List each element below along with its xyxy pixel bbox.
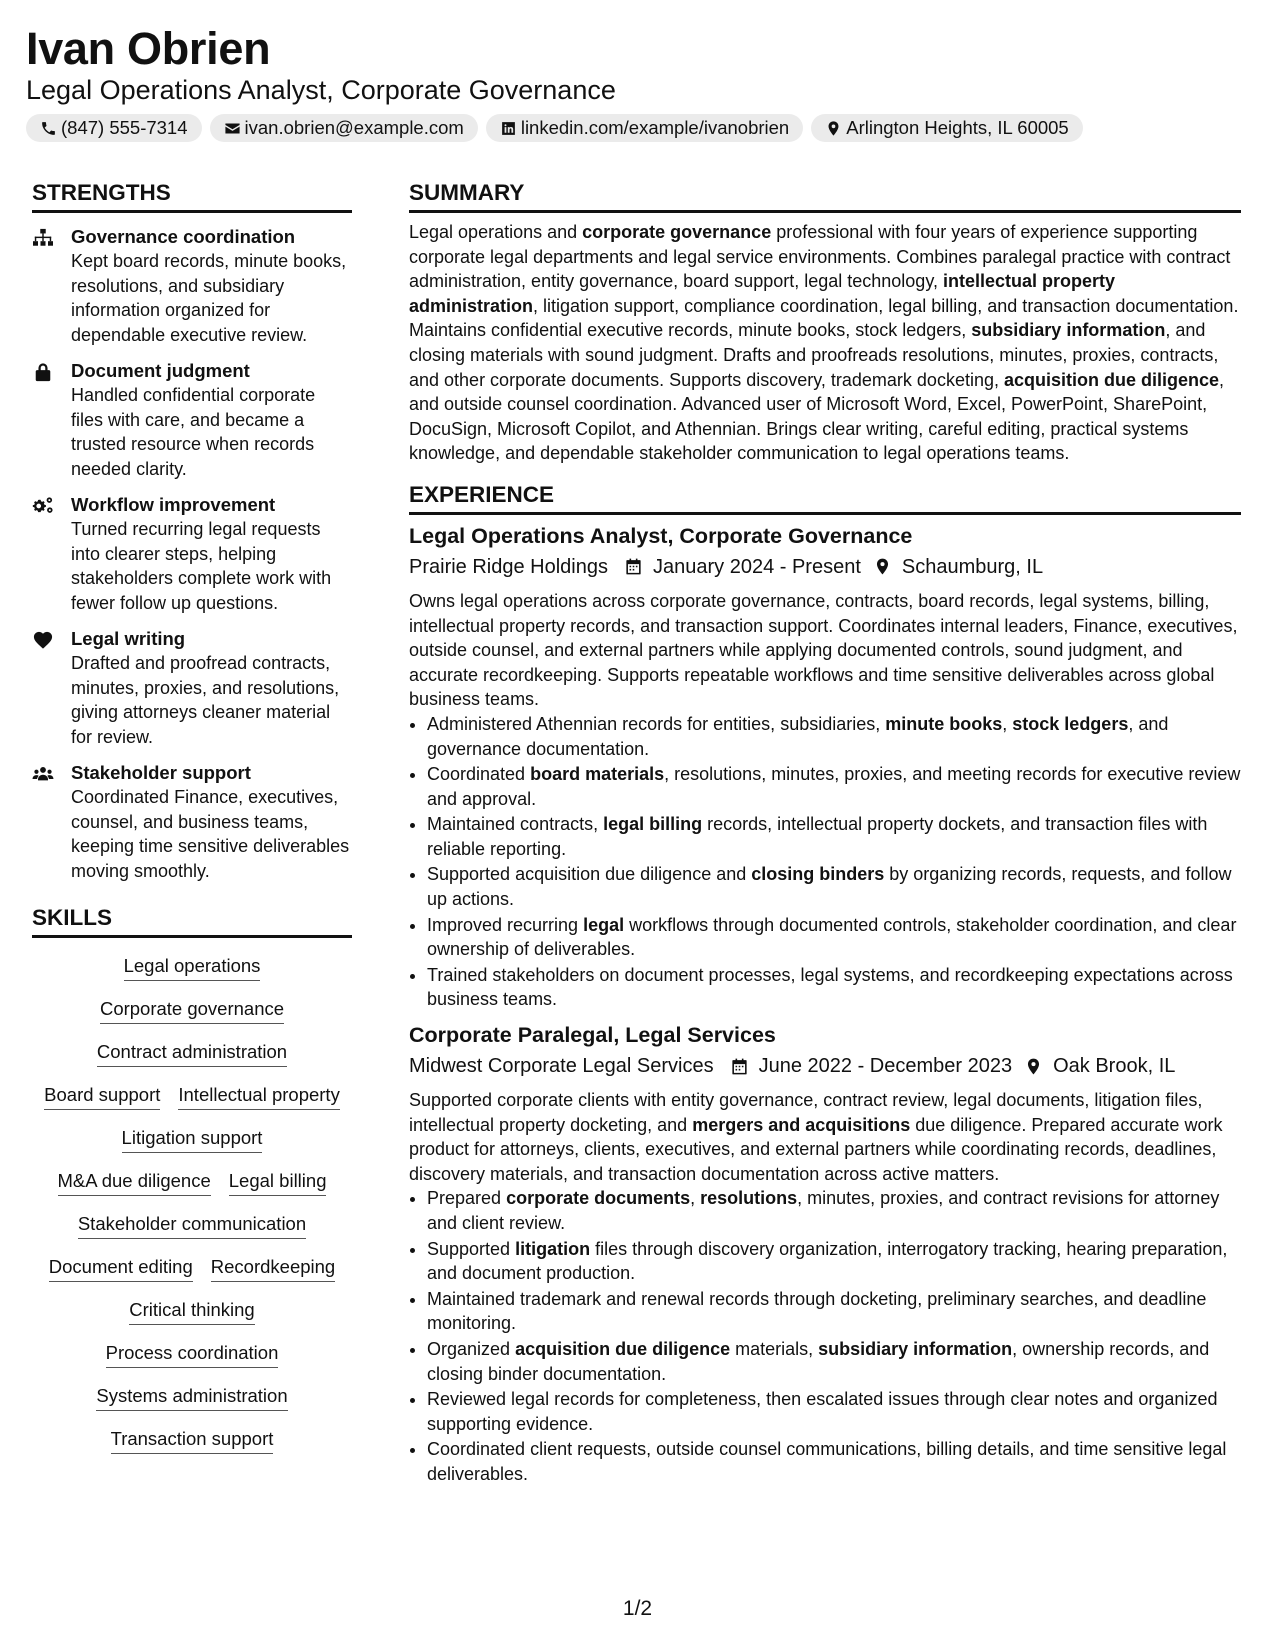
text-run: , litigation support, compliance coordination, legal billing, and transaction documentation. Maintains confidential executive records, minute books, stock ledgers, xyxy=(409,295,1239,341)
bold-text: intellectual property administration xyxy=(409,271,1116,316)
bold-text: mergers and acquisitions xyxy=(692,1114,911,1135)
job-bullet xyxy=(427,913,1241,962)
skill-tag: Stakeholder communication xyxy=(78,1211,306,1239)
skill-tag: Critical thinking xyxy=(129,1297,254,1325)
bold-text: legal billing xyxy=(603,814,703,835)
page-number: 1/2 xyxy=(622,1597,653,1620)
skill-tag: Legal billing xyxy=(229,1168,327,1196)
skill-tag: Systems administration xyxy=(96,1383,287,1411)
text-run: , xyxy=(690,1188,701,1209)
bold-text: litigation xyxy=(515,1238,591,1259)
skill-row xyxy=(32,1039,352,1067)
strength-item xyxy=(32,627,352,749)
strength-title: Document judgment xyxy=(71,360,250,381)
heart-icon xyxy=(32,630,54,650)
strength-desc: Kept board records, minute books, resolutions, and subsidiary information organized for dependable executive review. xyxy=(71,251,347,345)
bold-text: stock ledgers xyxy=(1012,713,1129,734)
skill-row xyxy=(32,1297,352,1325)
strength-title: Legal writing xyxy=(71,628,186,649)
contact-linkedin-text: linkedin.com/example/ivanobrien xyxy=(520,117,790,138)
job-bullet xyxy=(427,762,1241,811)
skill-row xyxy=(32,1254,352,1282)
text-run: materials, xyxy=(730,1338,819,1359)
skill-row xyxy=(32,1383,352,1411)
text-run: , and governance documentation. xyxy=(427,713,1169,759)
right-column xyxy=(409,178,1241,1488)
bold-text: acquisition due diligence xyxy=(1003,369,1220,390)
text-run: Supported xyxy=(427,1238,516,1259)
text-run: , ownership records, and closing binder documentation. xyxy=(427,1338,1210,1384)
strength-desc: Turned recurring legal requests into clearer steps, helping stakeholders complete work with fewer follow up questions. xyxy=(71,519,332,613)
gears-icon xyxy=(32,496,54,516)
job-bullet xyxy=(427,812,1241,861)
job-bullet xyxy=(427,1186,1241,1235)
skill-row xyxy=(32,1211,352,1239)
skill-row xyxy=(32,953,352,981)
text-run: Prepared xyxy=(427,1188,507,1209)
summary-heading: SUMMARY xyxy=(409,178,1241,213)
strength-desc: Coordinated Finance, executives, counsel, and business teams, keeping time sensitive deliverables moving smoothly. xyxy=(71,787,350,881)
text-run: Reviewed legal records for completeness, then escalated issues through clear notes and organized supporting evidence. xyxy=(427,1389,1218,1434)
strength-desc: Handled confidential corporate files with care, and became a trusted resource when records needed clarity. xyxy=(71,385,316,479)
job-location: Oak Brook, IL xyxy=(1053,1055,1176,1078)
org-chart-icon xyxy=(32,228,54,248)
text-run: Trained stakeholders on document processes, legal systems, and recordkeeping expectations across business teams. xyxy=(427,964,1233,1010)
bold-text: subsidiary information xyxy=(818,1338,1013,1359)
skill-row xyxy=(32,1426,352,1454)
text-run: Organized xyxy=(427,1338,516,1359)
job-bullet xyxy=(427,862,1241,911)
map-pin-icon xyxy=(873,557,892,576)
job-dates: January 2024 - Present xyxy=(652,555,861,578)
skill-tag: Corporate governance xyxy=(100,996,284,1024)
candidate-name: Ivan Obrien xyxy=(26,23,271,74)
strength-item xyxy=(32,225,352,347)
text-run: Administered Athennian records for entities, subsidiaries, xyxy=(427,713,886,734)
text-run: Coordinated xyxy=(427,764,531,785)
strength-item xyxy=(32,493,352,615)
text-run: Supported corporate clients with entity governance, contract review, legal documents, litigation files, intellectual property docketing, and xyxy=(409,1090,1203,1135)
skill-row xyxy=(32,1125,352,1153)
text-run: Maintained trademark and renewal records through docketing, preliminary searches, and deadline monitoring. xyxy=(427,1288,1207,1334)
bold-text: corporate governance xyxy=(582,222,772,242)
job-bullets xyxy=(409,712,1241,1012)
calendar-icon xyxy=(624,557,643,576)
text-run: , and closing materials with sound judgment. Drafts and proofreads resolutions, minutes, proxies, contracts, and other corporate documents. Supports discovery, trademark docketing, xyxy=(409,320,1219,390)
text-run: Maintained contracts, xyxy=(427,814,604,835)
skill-tag: M&A due diligence xyxy=(58,1168,211,1196)
job-company: Midwest Corporate Legal Services xyxy=(409,1055,714,1078)
linkedin-icon xyxy=(500,120,517,137)
strength-item xyxy=(32,761,352,883)
bold-text: corporate documents xyxy=(506,1188,691,1209)
contact-phone-text: (847) 555-7314 xyxy=(61,117,188,138)
text-run: , and outside counsel coordination. Advanced user of Microsoft Word, Excel, PowerPoint, SharePoint, DocuSign, Microsoft Copilot, and Athennian. Brings clear writing, careful editing, practical systems knowledge, and dependable stakeholder communication to legal operations teams. xyxy=(409,369,1225,464)
lock-icon xyxy=(32,362,54,382)
job-dates: June 2022 - December 2023 xyxy=(758,1055,1013,1078)
skill-row xyxy=(32,1340,352,1368)
users-icon xyxy=(32,764,54,784)
skill-tag: Intellectual property xyxy=(178,1082,339,1110)
job-meta xyxy=(409,1050,1241,1082)
text-run: by organizing records, requests, and follow up actions. xyxy=(427,864,1232,910)
text-run: Legal operations and xyxy=(409,222,583,242)
text-run: due diligence. Prepared accurate work product for attorneys, clients, executives, and external partners while coordinating records, deadlines, discovery materials, and transaction documentation across active matters. xyxy=(409,1114,1223,1184)
text-run: , resolutions, minutes, proxies, and meeting records for executive review and approval. xyxy=(427,764,1241,809)
contact-bar xyxy=(26,114,1083,142)
strength-item xyxy=(32,359,352,481)
job-bullet xyxy=(427,1437,1241,1486)
text-run: professional with four years of experience supporting corporate legal departments and legal service environments. Combines paralegal practice with contract administration, entity governance, board support, legal technology, xyxy=(409,222,1231,292)
skill-row xyxy=(32,1082,352,1110)
job-bullet xyxy=(427,1387,1241,1436)
skill-row xyxy=(32,996,352,1024)
text-run: , minutes, proxies, and contract revisions for attorney and client review. xyxy=(427,1188,1220,1233)
contact-phone[interactable] xyxy=(26,114,202,142)
job-entry xyxy=(409,521,1241,1012)
text-run: records, intellectual property dockets, and transaction files with reliable reporting. xyxy=(427,814,1208,859)
experience-heading: EXPERIENCE xyxy=(409,480,1241,515)
skill-tag: Legal operations xyxy=(124,953,261,981)
strength-title: Workflow improvement xyxy=(71,494,276,515)
job-bullet xyxy=(427,1287,1241,1336)
skill-row xyxy=(32,1168,352,1196)
contact-location-text: Arlington Heights, IL 60005 xyxy=(846,117,1069,138)
bold-text: acquisition due diligence xyxy=(515,1338,731,1359)
bold-text: resolutions xyxy=(700,1188,798,1209)
job-description: Owns legal operations across corporate governance, contracts, board records, legal systems, billing, intellectual property records, and transaction support. Coordinates internal leaders, Finance, executives, outside counsel, and external partners while applying documented controls, sound judgment, and accurate recordkeeping. Supports repeatable workflows and time sensitive deliverables across global business teams. xyxy=(409,590,1238,710)
text-run: Coordinated client requests, outside counsel communications, billing details, and time sensitive legal deliverables. xyxy=(427,1439,1227,1484)
text-run: , xyxy=(1002,713,1013,734)
bold-text: legal xyxy=(583,914,625,935)
job-title: Corporate Paralegal, Legal Services xyxy=(409,1023,776,1048)
bold-text: minute books xyxy=(885,713,1003,734)
skill-tag: Board support xyxy=(44,1082,160,1110)
left-column xyxy=(32,178,352,1454)
skills-heading: SKILLS xyxy=(32,903,352,938)
bold-text: board materials xyxy=(530,764,665,785)
skill-tag: Process coordination xyxy=(106,1340,279,1368)
skill-tag: Recordkeeping xyxy=(211,1254,335,1282)
job-company: Prairie Ridge Holdings xyxy=(409,555,608,578)
contact-email-text: ivan.obrien@example.com xyxy=(244,117,464,138)
text-run: Supported acquisition due diligence and xyxy=(427,864,752,885)
strength-title: Stakeholder support xyxy=(71,762,251,783)
job-description xyxy=(409,1088,1241,1186)
contact-linkedin[interactable] xyxy=(486,114,803,142)
job-bullet xyxy=(427,1337,1241,1386)
skill-tag: Transaction support xyxy=(111,1426,274,1454)
candidate-headline: Legal Operations Analyst, Corporate Governance xyxy=(26,75,616,105)
calendar-icon xyxy=(730,1057,749,1076)
envelope-icon xyxy=(224,120,241,137)
text-run: files through discovery organization, interrogatory tracking, hearing preparation, and document production. xyxy=(427,1238,1228,1284)
job-bullet xyxy=(427,1237,1241,1286)
skill-tag: Contract administration xyxy=(97,1039,287,1067)
job-bullet xyxy=(427,712,1241,761)
phone-icon xyxy=(40,120,57,137)
job-title: Legal Operations Analyst, Corporate Governance xyxy=(409,523,913,548)
bold-text: closing binders xyxy=(751,864,885,885)
bold-text: subsidiary information xyxy=(971,320,1166,341)
map-pin-icon xyxy=(825,120,842,137)
job-bullets xyxy=(409,1186,1241,1486)
job-meta xyxy=(409,551,1241,583)
strength-desc: Drafted and proofread contracts, minutes, proxies, and resolutions, giving attorneys cleaner material for review. xyxy=(71,653,340,747)
skills-list xyxy=(32,953,352,1454)
job-entry xyxy=(409,1020,1241,1487)
skill-tag: Document editing xyxy=(49,1254,193,1282)
job-location: Schaumburg, IL xyxy=(901,555,1044,578)
strength-title: Governance coordination xyxy=(71,226,296,247)
contact-email[interactable] xyxy=(210,114,478,142)
summary-text xyxy=(409,220,1241,466)
text-run: workflows through documented controls, stakeholder coordination, and clear ownership of deliverables. xyxy=(427,914,1237,960)
map-pin-icon xyxy=(1024,1057,1043,1076)
text-run: Improved recurring xyxy=(427,914,584,935)
job-bullet xyxy=(427,963,1241,1012)
strengths-heading: STRENGTHS xyxy=(32,178,352,213)
skill-tag: Litigation support xyxy=(122,1125,263,1153)
contact-location xyxy=(811,114,1083,142)
